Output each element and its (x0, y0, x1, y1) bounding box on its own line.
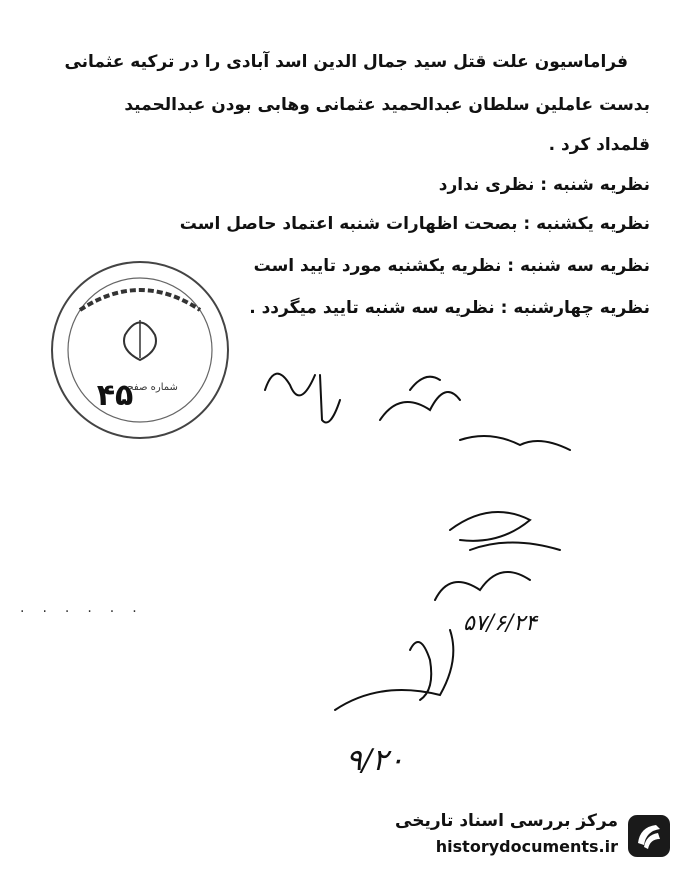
opinion-tuesday: نظریه سه شنبه : نظریه یکشنبه مورد تایید است (253, 256, 650, 276)
dotted-line: ...... (20, 600, 155, 616)
stamp-number: ۴۵ (96, 378, 134, 413)
org-name: مرکز بررسی اسناد تاریخی (395, 811, 618, 831)
text-line-1: فراماسیون علت قتل سید جمال الدین اسد آبادی را در ترکیه عثمانی (64, 52, 628, 72)
stamp-label: شماره صفحه (122, 382, 178, 393)
archive-logo-icon (626, 813, 672, 859)
handwritten-date-1: ۵۷/۶/۲۴ (463, 611, 537, 636)
text-line-3: قلمداد کرد . (548, 135, 650, 155)
text-line-2: بدست عاملین سلطان عبدالحمید عثمانی وهابی بودن عبدالحمید (124, 95, 650, 115)
website-url: historydocuments.ir (435, 837, 618, 856)
handwritten-date-2: ۹/۲۰ (345, 743, 405, 778)
footer-watermark (380, 809, 680, 865)
opinion-sunday: نظریه یکشنبه : بصحت اظهارات شنبه اعتماد حاصل است (179, 214, 650, 234)
opinion-wednesday: نظریه چهارشنبه : نظریه سه شنبه تایید میگردد . (249, 298, 650, 318)
official-stamp (40, 250, 260, 450)
emblem-icon (124, 320, 156, 360)
opinion-saturday: نظریه شنبه : نظری ندارد (438, 175, 650, 195)
handwritten-signatures (260, 330, 600, 790)
